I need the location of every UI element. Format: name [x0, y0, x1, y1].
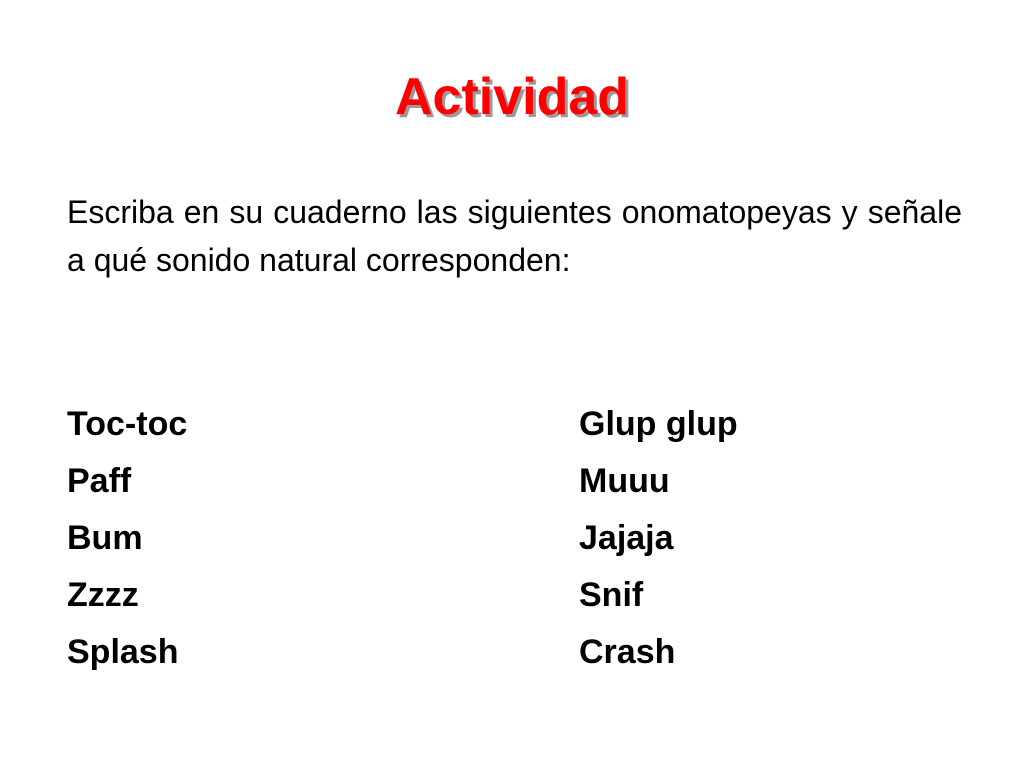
instructions-text: Escriba en su cuaderno las siguientes onomatopeyas y señale a qué sonido natural corresponden: — [67, 194, 962, 278]
list-item: Paff — [67, 462, 132, 500]
list-item: Zzzz — [67, 576, 139, 614]
list-item: Crash — [579, 633, 676, 671]
list-item: Snif — [579, 576, 644, 614]
list-item: Splash — [67, 633, 179, 671]
list-item: Muuu — [579, 462, 670, 500]
list-item: Toc-toc — [67, 405, 188, 443]
onomatopoeia-list-right — [579, 396, 738, 681]
list-item: Glup glup — [579, 405, 738, 443]
onomatopoeia-list-left — [67, 396, 187, 681]
list-item: Jajaja — [579, 519, 674, 557]
slide-title: Actividad — [394, 68, 630, 126]
list-item: Bum — [67, 519, 143, 557]
